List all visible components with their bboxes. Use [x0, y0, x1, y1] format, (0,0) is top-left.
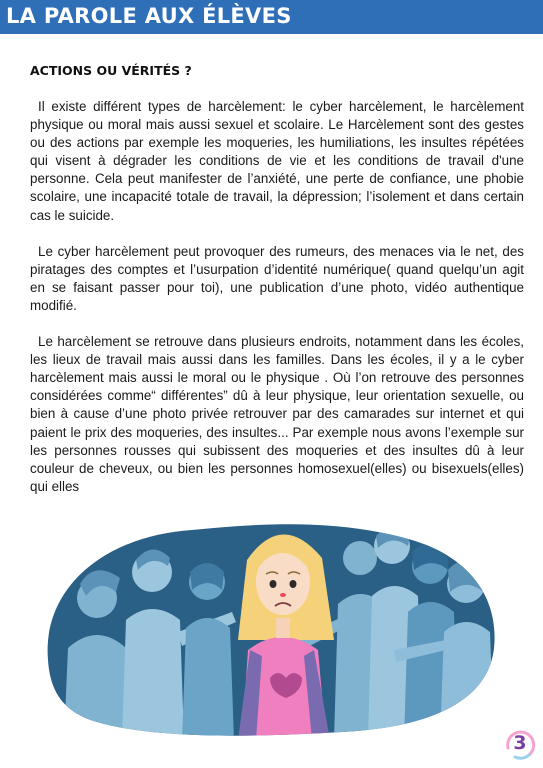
paragraph-cyber-harassment: Le cyber harcèlement peut provoquer des rumeurs, des menaces via le net, des piratages des comptes et l’usurpation d’identité numérique( quand quelqu’un agit en se faisant passer pour toi), une publication d’une photo, vidéo authentique modifié. — [30, 243, 524, 313]
header-band — [0, 0, 543, 34]
section-title: ACTIONS OU VÉRITÉS ? — [30, 63, 192, 78]
paragraph-harassment-places: Le harcèlement se retrouve dans plusieurs endroits, notamment dans les écoles, les lieux de travail mais aussi dans les familles. Dans les écoles, il y a le cyber harcèlement mais aussi le moral ou le physique . Où l’on retrouve des personnes considérées comme“ différentes” dû à leur physique, leur orientation sexuelle, ou bien à cause d’une photo privée retrouver par des camarades sur internet et qui paient le prix des moqueries, des insultes... Par exemple nous avons l’exemple sur les personnes rousses qui subissent des moqueries et des insultes dû à leur couleur de cheveux, ou bien les personnes homosexuel(elles) ou bisexuels(elles) qui elles — [30, 334, 524, 494]
victim-girl — [238, 534, 334, 740]
paragraph-types-of-harassment: Il existe différent types de harcèlement: le cyber harcèlement, le harcèlement physique ou moral mais aussi sexuel et scolaire. Le Harcèlement sont des gestes ou des actions par exemple les moqueries, les humiliations, les insultes répétées qui visent à dégrader les conditions de vie et les conditions de travail d'une personne. Cela peut manifester de l’anxiété, une perte de confiance, une phobie scolaire, une incapacité totale de travail, la dépression; l’isolement et dans certain cas le suicide. — [30, 99, 524, 223]
page-number: 3 — [513, 732, 527, 754]
article-body — [30, 98, 524, 496]
page-header-title: LA PAROLE AUX ÉLÈVES — [6, 4, 292, 28]
page-number-badge — [503, 726, 537, 760]
bullying-scene-illustration — [42, 500, 499, 740]
